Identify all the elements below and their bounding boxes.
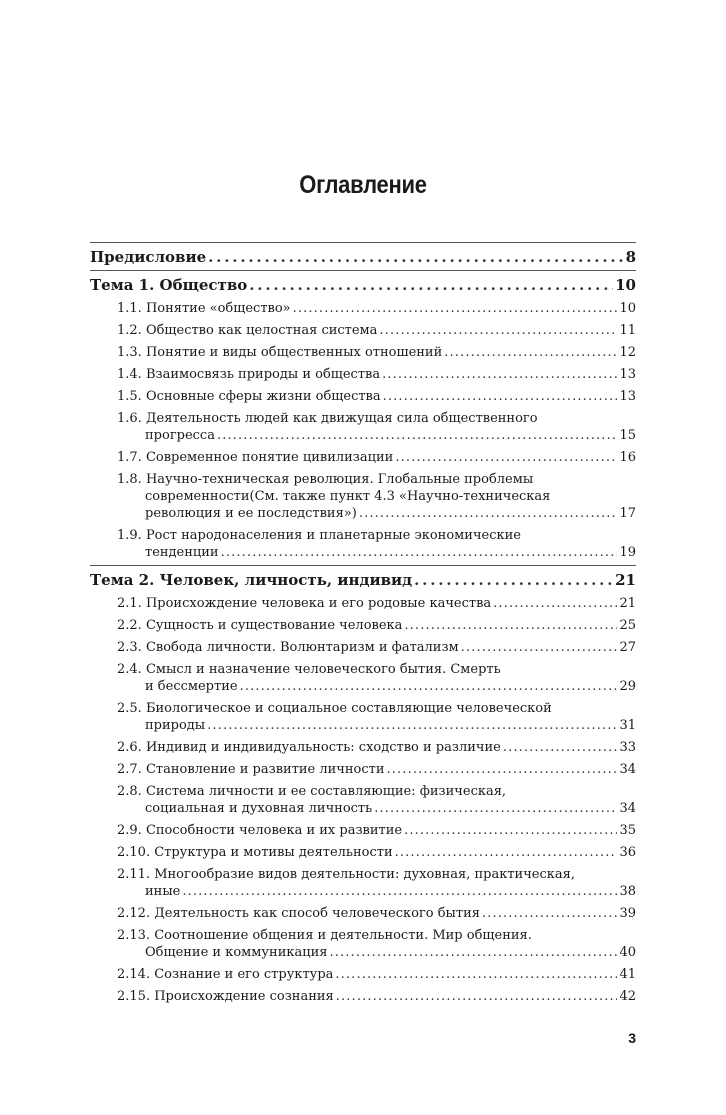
toc-entry-label-line: 2.7. Становление и развитие личности bbox=[117, 762, 385, 777]
toc-entry-label-line: 1.5. Основные сферы жизни общества bbox=[117, 389, 381, 404]
page-number: 3 bbox=[628, 1030, 636, 1046]
toc-entry-subsection[interactable] bbox=[90, 322, 636, 339]
toc-entry-subsection[interactable] bbox=[90, 822, 636, 839]
toc-entry-label-line: социальная и духовная личность bbox=[145, 801, 373, 816]
toc-entry-subsection[interactable] bbox=[90, 471, 636, 522]
toc-entry-label-line: 1.6. Деятельность людей как движущая сила общественного bbox=[117, 411, 538, 426]
toc-entry-page: 41 bbox=[619, 967, 636, 982]
leader-dots bbox=[249, 275, 613, 295]
toc-entry-page: 39 bbox=[619, 906, 636, 921]
toc-entry-subsection[interactable] bbox=[90, 988, 636, 1005]
toc-entry-subsection[interactable] bbox=[90, 300, 636, 317]
leader-dots bbox=[404, 617, 617, 634]
leader-dots bbox=[359, 505, 618, 522]
leader-dots bbox=[482, 905, 618, 922]
leader-dots bbox=[221, 544, 618, 561]
leader-dots bbox=[329, 944, 617, 961]
toc-entry-label-line: 2.8. Система личности и ее составляющие: физическая, bbox=[117, 784, 507, 799]
toc-entry-page: 10 bbox=[615, 276, 636, 294]
toc-entry-label-line: 2.1. Происхождение человека и его родовые качества bbox=[117, 596, 492, 611]
toc-entry-page: 27 bbox=[619, 640, 636, 655]
leader-dots bbox=[374, 800, 617, 817]
toc-entry-subsection[interactable] bbox=[90, 700, 636, 734]
toc-entry-subsection[interactable] bbox=[90, 388, 636, 405]
toc-entry-page: 33 bbox=[619, 740, 636, 755]
toc-entry-page: 40 bbox=[619, 945, 636, 960]
toc-entry-page: 34 bbox=[619, 801, 636, 816]
toc-entry-page: 16 bbox=[619, 450, 636, 465]
toc-entry-subsection[interactable] bbox=[90, 344, 636, 361]
toc-entry-page: 34 bbox=[619, 762, 636, 777]
leader-dots bbox=[182, 883, 617, 900]
leader-dots bbox=[217, 427, 618, 444]
toc-entry-label-line: 2.6. Индивид и индивидуальность: сходство и различие bbox=[117, 740, 501, 755]
toc-entry-subsection[interactable] bbox=[90, 739, 636, 756]
toc-entry-subsection[interactable] bbox=[90, 639, 636, 656]
toc-entry-page: 21 bbox=[615, 571, 636, 589]
page-title: Оглавление bbox=[299, 171, 427, 199]
toc-entry-page: 15 bbox=[619, 428, 636, 443]
leader-dots bbox=[208, 247, 623, 267]
leader-dots bbox=[493, 595, 617, 612]
toc-entry-subsection[interactable] bbox=[90, 410, 636, 444]
leader-dots bbox=[395, 844, 618, 861]
toc-entry-subsection[interactable] bbox=[90, 761, 636, 778]
toc-entry-page: 13 bbox=[619, 389, 636, 404]
toc-entry-subsection[interactable] bbox=[90, 617, 636, 634]
leader-dots bbox=[336, 988, 618, 1005]
toc-entry-label-line: 2.5. Биологическое и социальное составляющие человеческой bbox=[117, 701, 552, 716]
toc-entry-page: 12 bbox=[619, 345, 636, 360]
toc-entry-label-line: 2.12. Деятельность как способ человеческого бытия bbox=[117, 906, 480, 921]
toc-entry-label-line: 1.2. Общество как целостная система bbox=[117, 323, 378, 338]
toc-entry-label-line: 2.4. Смысл и назначение человеческого бытия. Смерть bbox=[117, 662, 501, 677]
leader-dots bbox=[293, 300, 618, 317]
toc-entry-label-line: 2.2. Сущность и существование человека bbox=[117, 618, 403, 633]
toc-entry-page: 19 bbox=[619, 545, 636, 560]
toc-entry-subsection[interactable] bbox=[90, 905, 636, 922]
leader-dots bbox=[395, 449, 617, 466]
toc-entry-label: Предисловие bbox=[90, 248, 207, 266]
toc-entry-label: Тема 2. Человек, личность, индивид bbox=[90, 571, 413, 589]
toc-entry-label-line: 1.9. Рост народонаселения и планетарные экономические bbox=[117, 528, 521, 543]
toc-entry-label-line: 2.9. Способности человека и их развитие bbox=[117, 823, 403, 838]
toc-entry-label-line: 1.8. Научно-техническая революция. Глобальные проблемы bbox=[117, 472, 534, 487]
leader-dots bbox=[207, 717, 617, 734]
toc-entry-label-line: революция и ее последствия») bbox=[145, 506, 357, 521]
toc-entry-page: 29 bbox=[619, 679, 636, 694]
toc-entry-label-line: 2.10. Структура и мотивы деятельности bbox=[117, 845, 393, 860]
leader-dots bbox=[383, 388, 618, 405]
toc-entry-page: 10 bbox=[619, 301, 636, 316]
toc-entry-subsection[interactable] bbox=[90, 595, 636, 612]
toc-entry-label-line: прогресса bbox=[145, 428, 215, 443]
toc-entry-page: 17 bbox=[619, 506, 636, 521]
toc-entry-label-line: 1.4. Взаимосвязь природы и общества bbox=[117, 367, 381, 382]
leader-dots bbox=[387, 761, 618, 778]
toc-entry-subsection[interactable] bbox=[90, 844, 636, 861]
leader-dots bbox=[461, 639, 618, 656]
toc-entry-label-line: 2.11. Многообразие видов деятельности: духовная, практическая, bbox=[117, 867, 575, 882]
toc-entry-page: 21 bbox=[619, 596, 636, 611]
toc-entry-label: Тема 1. Общество bbox=[90, 276, 248, 294]
toc-entry-label-line: 1.3. Понятие и виды общественных отношений bbox=[117, 345, 443, 360]
toc-entry-page: 36 bbox=[619, 845, 636, 860]
toc-entry-label-line: 1.1. Понятие «общество» bbox=[117, 301, 291, 316]
toc-entry-subsection[interactable] bbox=[90, 783, 636, 817]
table-of-contents bbox=[90, 242, 636, 1009]
leader-dots bbox=[335, 966, 617, 983]
toc-entry-subsection[interactable] bbox=[90, 866, 636, 900]
toc-entry-page: 38 bbox=[619, 884, 636, 899]
toc-entry-label-line: Общение и коммуникация bbox=[145, 945, 328, 960]
toc-entry-subsection[interactable] bbox=[90, 449, 636, 466]
toc-entry-label-line: тенденции bbox=[145, 545, 219, 560]
leader-dots bbox=[444, 344, 617, 361]
toc-entry-topic[interactable] bbox=[90, 275, 636, 295]
toc-entry-page: 35 bbox=[619, 823, 636, 838]
toc-entry-page: 42 bbox=[619, 989, 636, 1004]
leader-dots bbox=[414, 570, 613, 590]
toc-entry-page: 31 bbox=[619, 718, 636, 733]
toc-entry-label-line: 2.14. Сознание и его структура bbox=[117, 967, 334, 982]
leader-dots bbox=[503, 739, 618, 756]
leader-dots bbox=[379, 322, 617, 339]
toc-entry-label-line: природы bbox=[145, 718, 206, 733]
toc-entry-subsection[interactable] bbox=[90, 966, 636, 983]
toc-entry-label-line: и бессмертие bbox=[145, 679, 238, 694]
toc-entry-page: 8 bbox=[625, 248, 636, 266]
toc-entry-label-line: 2.15. Происхождение сознания bbox=[117, 989, 334, 1004]
toc-entry-subsection[interactable] bbox=[90, 527, 636, 561]
toc-entry-preface[interactable] bbox=[90, 247, 636, 267]
toc-entry-label-line: современности(См. также пункт 4.3 «Научно-техническая bbox=[145, 489, 551, 504]
toc-entry-subsection[interactable] bbox=[90, 661, 636, 695]
toc-entry-label-line: иные bbox=[145, 884, 181, 899]
toc-entry-label-line: 2.13. Соотношение общения и деятельности. Мир общения. bbox=[117, 928, 532, 943]
leader-dots bbox=[382, 366, 617, 383]
toc-entry-subsection[interactable] bbox=[90, 927, 636, 961]
toc-entry-label-line: 2.3. Свобода личности. Волюнтаризм и фатализм bbox=[117, 640, 459, 655]
toc-entry-page: 25 bbox=[619, 618, 636, 633]
leader-dots bbox=[404, 822, 617, 839]
toc-entry-page: 11 bbox=[619, 323, 636, 338]
toc-entry-subsection[interactable] bbox=[90, 366, 636, 383]
toc-entry-label-line: 1.7. Современное понятие цивилизации bbox=[117, 450, 394, 465]
toc-entry-page: 13 bbox=[619, 367, 636, 382]
leader-dots bbox=[240, 678, 618, 695]
toc-entry-topic[interactable] bbox=[90, 570, 636, 590]
